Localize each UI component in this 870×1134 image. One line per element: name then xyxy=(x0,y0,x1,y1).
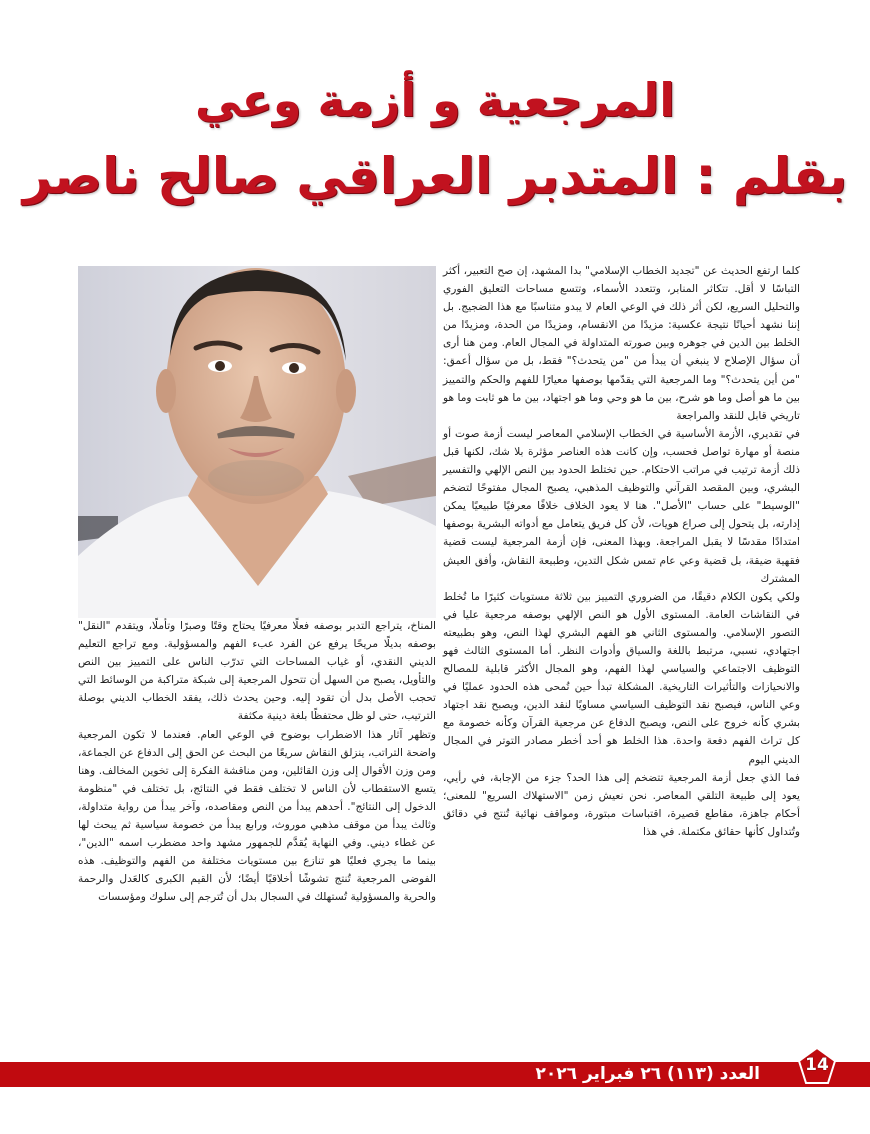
paragraph: كلما ارتفع الحديث عن "تجديد الخطاب الإسلامي" بدا المشهد، إن صح التعبير، أكثر التباسًا لا أقل. تتكاثر المنابر، وتتعدد الأسماء، وتتسع مساحات التعليق الفوري والتحليل السريع، لكن أثر ذلك في الوعي العام لا يبدو متناسبًا مع هذا الضجيج. بل إننا نشهد أحيانًا نتيجة عكسية: مزيدًا من الانقسام، ومزيدًا من الحدة، ومزيدًا من الخلط بين الدين في جوهره وبين صورته المتداولة في المجال العام. ومن هنا أرى أن سؤال الإصلاح لا ينبغي أن يبدأ من "من يتحدث؟" فقط، بل من سؤال أعمق: "من أين يتحدث؟" وما المرجعية التي يقدّمها بوصفها معيارًا للفهم والحكم والتمييز بين ما هو أصل وما هو شرح، بين ما هو وحي وما هو اجتهاد، بين ما هو ثابت وما هو تاريخي قابل للنقد والمراجعة xyxy=(443,265,800,422)
article-title: المرجعية و أزمة وعي xyxy=(194,73,676,127)
paragraph: في تقديري، الأزمة الأساسية في الخطاب الإسلامي المعاصر ليست أزمة صوت أو منصة أو مهارة تواصل فحسب، وإن كانت هذه العناصر مؤثرة بلا شك، لكنها قبل ذلك أزمة ترتيب في مراتب الاحتكام. حين تختلط الحدود بين النص الإلهي والتفسير البشري، وبين المقصد القرآني والتوظيف المذهبي، يصبح المجال مفتوحًا لتضخم "الوسيط" على حساب "الأصل". هنا لا يعود الخلاف خلافًا معرفيًا طبيعيًا يمكن إدارته، بل يتحول إلى صراع هويات، لأن كل فريق يتعامل مع أدواته البشرية بوصفها امتدادًا مقدسًا لا يقبل المراجعة. وبهذا المعنى، فإن أزمة المرجعية ليست قضية فقهية ضيقة، بل قضية وعي عام تمس شكل التدين، وطبيعة النقاش، وأفق العيش المشترك xyxy=(443,427,800,585)
author-photo xyxy=(78,266,436,618)
article-column-left xyxy=(78,617,436,907)
issue-date: العدد (١١٣) ٢٦ فبراير ٢٠٢٦ xyxy=(535,1064,760,1084)
paragraph: وتظهر آثار هذا الاضطراب بوضوح في الوعي العام. فعندما لا تكون المرجعية واضحة التراتب، ينزلق النقاش سريعًا من البحث عن الحق إلى الدفاع عن الجماعة، ومن وزن الأقوال إلى وزن القائلين، ومن مناقشة الفكرة إلى تخوين المخالف. وهنا يتسع الاستقطاب لأن الناس لا تختلف فقط في النتائج، بل تختلف في "منظومة الدخول إلى النتائج". أحدهم يبدأ من النص ومقاصده، وآخر يبدأ من رواية متداولة، وثالث يبدأ من موقف مذهبي موروث، ورابع يبدأ من خصومة سياسية ثم يبحث لها عن غطاء ديني. وفي النهاية يُقدَّم للجمهور مشهد واحد مضطرب اسمه "الدين"، بينما ما يجري فعليًا هو تنازع بين مستويات مختلفة من الفهم والتوظيف. هذه الفوضى المرجعية تُنتج تشوشًا أخلاقيًا أيضًا؛ لأن القيم الكبرى كالعَدل والرحمة والحرية والمسؤولية تُستهلك في السجال بدل أن تُترجم إلى سلوك ومؤسسات xyxy=(78,728,436,904)
page-number: 14 xyxy=(805,1055,829,1075)
paragraph: ولكي يكون الكلام دقيقًا، من الضروري التمييز بين ثلاثة مستويات كثيرًا ما تُخلط في النقاشات العامة. المستوى الأول هو النص الإلهي بوصفه مرجعية عليا في التصور الإسلامي. والمستوى الثاني هو الفهم البشري لهذا النص، وهو بطبيعته اجتهادي، نسبي، مرتبط باللغة والسياق وأدوات النظر. أما المستوى الثالث فهو التوظيف الاجتماعي والسياسي لهذا الفهم، وهو المجال الأكثر قابلية للمصالح والانحيازات والتأثيرات التاريخية. المشكلة تبدأ حين تُمحى هذه الحدود عمليًا في وعي الناس، فيصبح نقد التوظيف السياسي مساويًا لنقد الدين، ويصبح نقد اجتهاد بشري كأنه خروج على النص، ويصبح الدفاع عن مرجعية القرآن وكأنه خصومة مع كل تراث الفهم دفعة واحدة. هذا الخلط هو أحد أخطر مصادر التوتر في المجال الديني اليوم xyxy=(443,590,800,766)
article-column-right xyxy=(443,262,800,841)
paragraph: فما الذي جعل أزمة المرجعية تتضخم إلى هذا الحد؟ جزء من الإجابة، في رأيي، يعود إلى طبيعة التلقي المعاصر. نحن نعيش زمن "الاستهلاك السريع" للمعنى؛ أحكام جاهزة، مقاطع قصيرة، اقتباسات مبتورة، ومواقف نهائية تُنتج في دقائق وتُتداول كأنها حقائق مكتملة. في هذا xyxy=(443,771,800,838)
author-portrait-icon xyxy=(78,266,436,618)
article-byline: بقلم : المتدبر العراقي صالح ناصر xyxy=(22,147,848,205)
paragraph: المناخ، يتراجع التدبر بوصفه فعلًا معرفيًا يحتاج وقتًا وصبرًا وتأملًا، ويتقدم "النقل" بوصفه بديلًا مريحًا يرفع عن الفرد عبء الفهم والمسؤولية. ومع تراجع التعليم الديني النقدي، أو غياب المساحات التي تدرّب الناس على التمييز بين النص والتأويل، يصبح من السهل أن تتحول المرجعية إلى شبكة متراكبة من الوسائط التي تحجب الأصل بدل أن تقود إليه. وحين يحدث ذلك، يفقد الخطاب الديني بوصلة الترتيب، حتى لو ظل محتفظًا بلغة دينية مكثفة xyxy=(78,620,436,723)
